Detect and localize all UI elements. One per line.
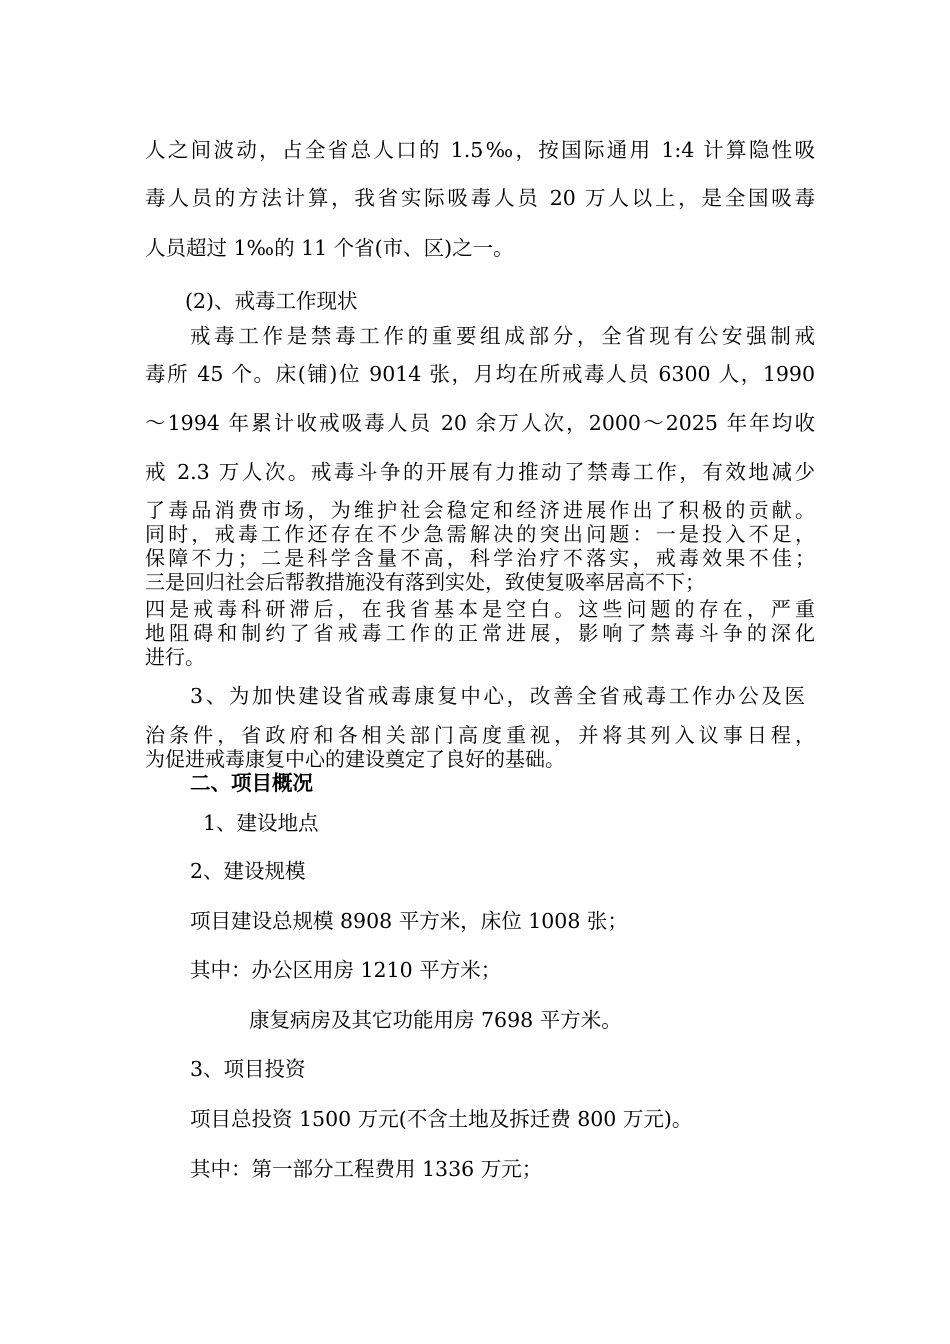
body-text-line: 戒毒工作是禁毒工作的重要组成部分，全省现有公安强制戒 bbox=[190, 324, 815, 348]
list-item: 3、项目投资 bbox=[190, 1057, 306, 1081]
list-item: 2、建设规模 bbox=[190, 859, 306, 883]
body-text-line: 人之间波动，占全省总人口的 1.5‰，按国际通用 1:4 计算隐性吸 bbox=[145, 138, 815, 162]
body-text-line: 3、为加快建设省戒毒康复中心，改善全省戒毒工作办公及医 bbox=[190, 684, 805, 708]
body-text-line: 四是戒毒科研滞后，在我省基本是空白。这些问题的存在，严重 bbox=[145, 597, 815, 621]
list-item: 1、建设地点 bbox=[203, 811, 319, 835]
section-heading: 二、项目概况 bbox=[190, 771, 313, 795]
body-text-line: 人员超过 1‰的 11 个省(市、区)之一。 bbox=[145, 236, 514, 260]
body-text-line: 戒 2.3 万人次。戒毒斗争的开展有力推动了禁毒工作，有效地减少 bbox=[145, 460, 815, 484]
body-text-line: ～1994 年累计收戒吸毒人员 20 余万人次，2000～2025 年年均收 bbox=[145, 411, 815, 435]
body-text-line: 进行。 bbox=[145, 645, 205, 669]
body-text-line: 了毒品消费市场，为维护社会稳定和经济进展作出了积极的贡献。 bbox=[145, 498, 815, 522]
body-text-line: 毒所 45 个。床(铺)位 9014 张，月均在所戒毒人员 6300 人，1990 bbox=[145, 362, 815, 386]
body-text-line: 项目建设总规模 8908 平方米，床位 1008 张； bbox=[190, 909, 628, 933]
body-text-line: 毒人员的方法计算，我省实际吸毒人员 20 万人以上，是全国吸毒 bbox=[145, 186, 815, 210]
body-text-line: 保障不力；二是科学含量不高，科学治疗不落实，戒毒效果不佳； bbox=[145, 546, 815, 570]
body-text-line: 其中：第一部分工程费用 1336 万元； bbox=[190, 1157, 543, 1181]
body-text-line: 治条件，省政府和各相关部门高度重视，并将其列入议事日程， bbox=[145, 723, 815, 747]
body-text-line: 三是回归社会后帮教措施没有落到实处，致使复吸率居高不下； bbox=[145, 570, 705, 594]
body-text-line: 同时，戒毒工作还存在不少急需解决的突出问题：一是投入不足， bbox=[145, 522, 815, 546]
section-subheading: (2)、戒毒工作现状 bbox=[185, 289, 358, 313]
body-text-line: 其中：办公区用房 1210 平方米； bbox=[190, 958, 502, 982]
body-text-line: 项目总投资 1500 万元(不含土地及拆迁费 800 万元)。 bbox=[190, 1107, 693, 1131]
body-text-line: 地阻碍和制约了省戒毒工作的正常进展，影响了禁毒斗争的深化 bbox=[145, 621, 815, 645]
body-text-line: 为促进戒毒康复中心的建设奠定了良好的基础。 bbox=[145, 747, 565, 771]
body-text-line: 康复病房及其它功能用房 7698 平方米。 bbox=[249, 1008, 622, 1032]
